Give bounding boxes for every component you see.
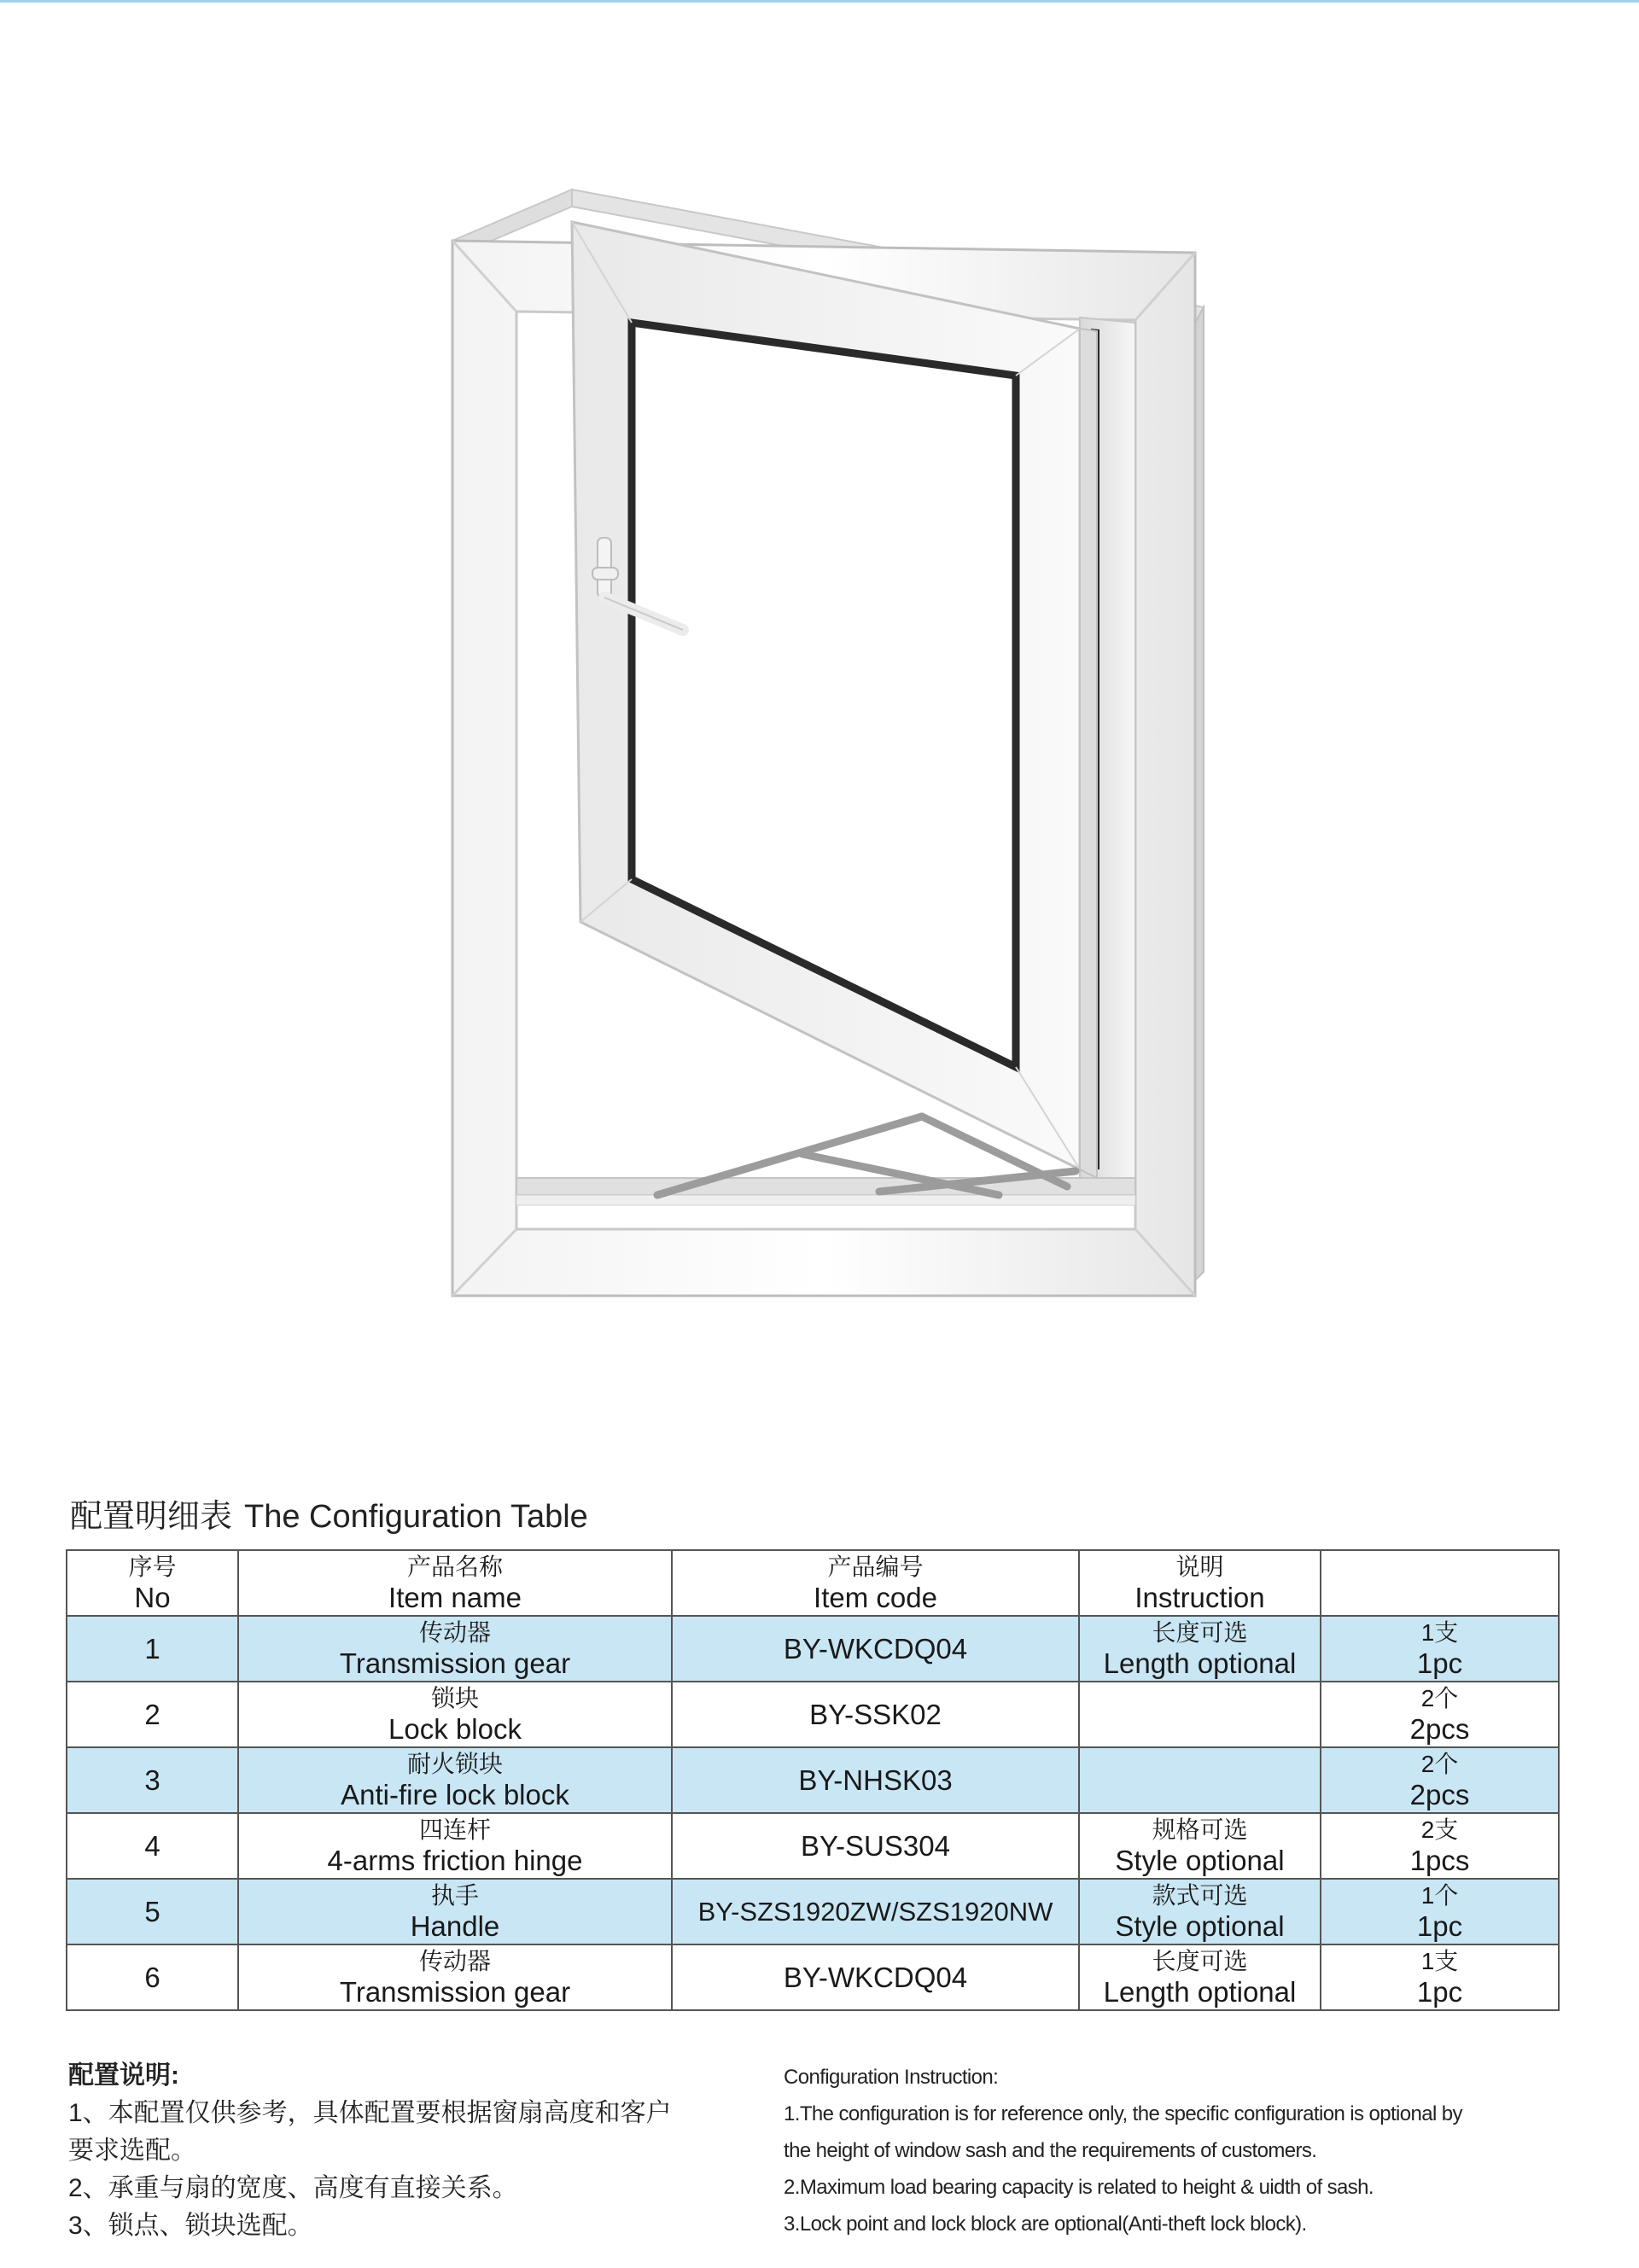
cell-instruction: 规格可选 Style optional xyxy=(1079,1813,1321,1879)
notes-zh-line: 要求选配。 xyxy=(68,2137,196,2165)
cell-item-code: BY-SZS1920ZW/SZS1920NW xyxy=(672,1879,1079,1944)
notes-en-line: 3.Lock point and lock block are optional(Anti-theft lock block). xyxy=(784,2213,1307,2236)
header-item-name: 产品名称 Item name xyxy=(238,1550,672,1616)
configuration-table xyxy=(66,1549,1560,2011)
table-title xyxy=(70,1495,588,1538)
header-item-code: 产品编号 Item code xyxy=(672,1550,1079,1616)
notes-zh-line: 3、锁点、锁块选配。 xyxy=(68,2212,313,2240)
cell-item-name: 传动器 Transmission gear xyxy=(238,1616,672,1682)
table-row xyxy=(67,1747,1559,1813)
cell-item-name: 传动器 Transmission gear xyxy=(238,1944,672,2010)
table-row xyxy=(67,1682,1559,1747)
table-row xyxy=(67,1616,1559,1682)
notes-zh-title: 配置说明: xyxy=(68,2061,179,2090)
cell-item-name: 耐火锁块 Anti-fire lock block xyxy=(238,1747,672,1813)
notes-en-line: 1.The configuration is for reference only, the specific configuration is optional by xyxy=(784,2102,1462,2125)
window-product-image xyxy=(401,171,1255,1332)
notes-english xyxy=(784,2059,1612,2242)
cell-item-name: 执手 Handle xyxy=(238,1879,672,1944)
cell-quantity: 2个 2pcs xyxy=(1321,1747,1559,1813)
cell-item-code: BY-WKCDQ04 xyxy=(672,1944,1079,2010)
table-row xyxy=(67,1879,1559,1944)
table-header-row xyxy=(67,1550,1559,1616)
cell-item-name: 四连杆 4-arms friction hinge xyxy=(238,1813,672,1879)
cell-no: 3 xyxy=(67,1747,238,1813)
cell-instruction: 长度可选 Length optional xyxy=(1079,1616,1321,1682)
cell-instruction: 长度可选 Length optional xyxy=(1079,1944,1321,2010)
notes-chinese xyxy=(68,2057,717,2245)
cell-instruction: 款式可选 Style optional xyxy=(1079,1879,1321,1944)
cell-item-name: 锁块 Lock block xyxy=(238,1682,672,1747)
cell-instruction xyxy=(1079,1747,1321,1813)
cell-item-code: BY-SSK02 xyxy=(672,1682,1079,1747)
header-instruction: 说明 Instruction xyxy=(1079,1550,1321,1616)
top-rule xyxy=(0,0,1639,3)
cell-instruction xyxy=(1079,1682,1321,1747)
cell-quantity: 1个 1pc xyxy=(1321,1879,1559,1944)
cell-item-code: BY-NHSK03 xyxy=(672,1747,1079,1813)
notes-en-title: Configuration Instruction: xyxy=(784,2066,999,2089)
table-title-zh: 配置明细表 xyxy=(70,1499,233,1535)
notes-zh-line: 2、承重与扇的宽度、高度有直接关系。 xyxy=(68,2174,518,2202)
cell-quantity: 1支 1pc xyxy=(1321,1616,1559,1682)
notes-en-line: 2.Maximum load bearing capacity is related to height & uidth of sash. xyxy=(784,2176,1374,2199)
cell-item-code: BY-SUS304 xyxy=(672,1813,1079,1879)
notes-zh-line: 1、本配置仅供参考，具体配置要根据窗扇高度和客户 xyxy=(68,2099,672,2127)
cell-no: 1 xyxy=(67,1616,238,1682)
cell-no: 5 xyxy=(67,1879,238,1944)
table-title-en: The Configuration Table xyxy=(244,1499,588,1535)
cell-no: 6 xyxy=(67,1944,238,2010)
table-row xyxy=(67,1813,1559,1879)
cell-no: 2 xyxy=(67,1682,238,1747)
header-no: 序号 No xyxy=(67,1550,238,1616)
cell-item-code: BY-WKCDQ04 xyxy=(672,1616,1079,1682)
cell-quantity: 1支 1pc xyxy=(1321,1944,1559,2010)
cell-quantity: 2支 1pcs xyxy=(1321,1813,1559,1879)
header-quantity xyxy=(1321,1550,1559,1616)
cell-quantity: 2个 2pcs xyxy=(1321,1682,1559,1747)
notes-en-line: the height of window sash and the requirements of customers. xyxy=(784,2139,1317,2162)
table-row xyxy=(67,1944,1559,2010)
cell-no: 4 xyxy=(67,1813,238,1879)
